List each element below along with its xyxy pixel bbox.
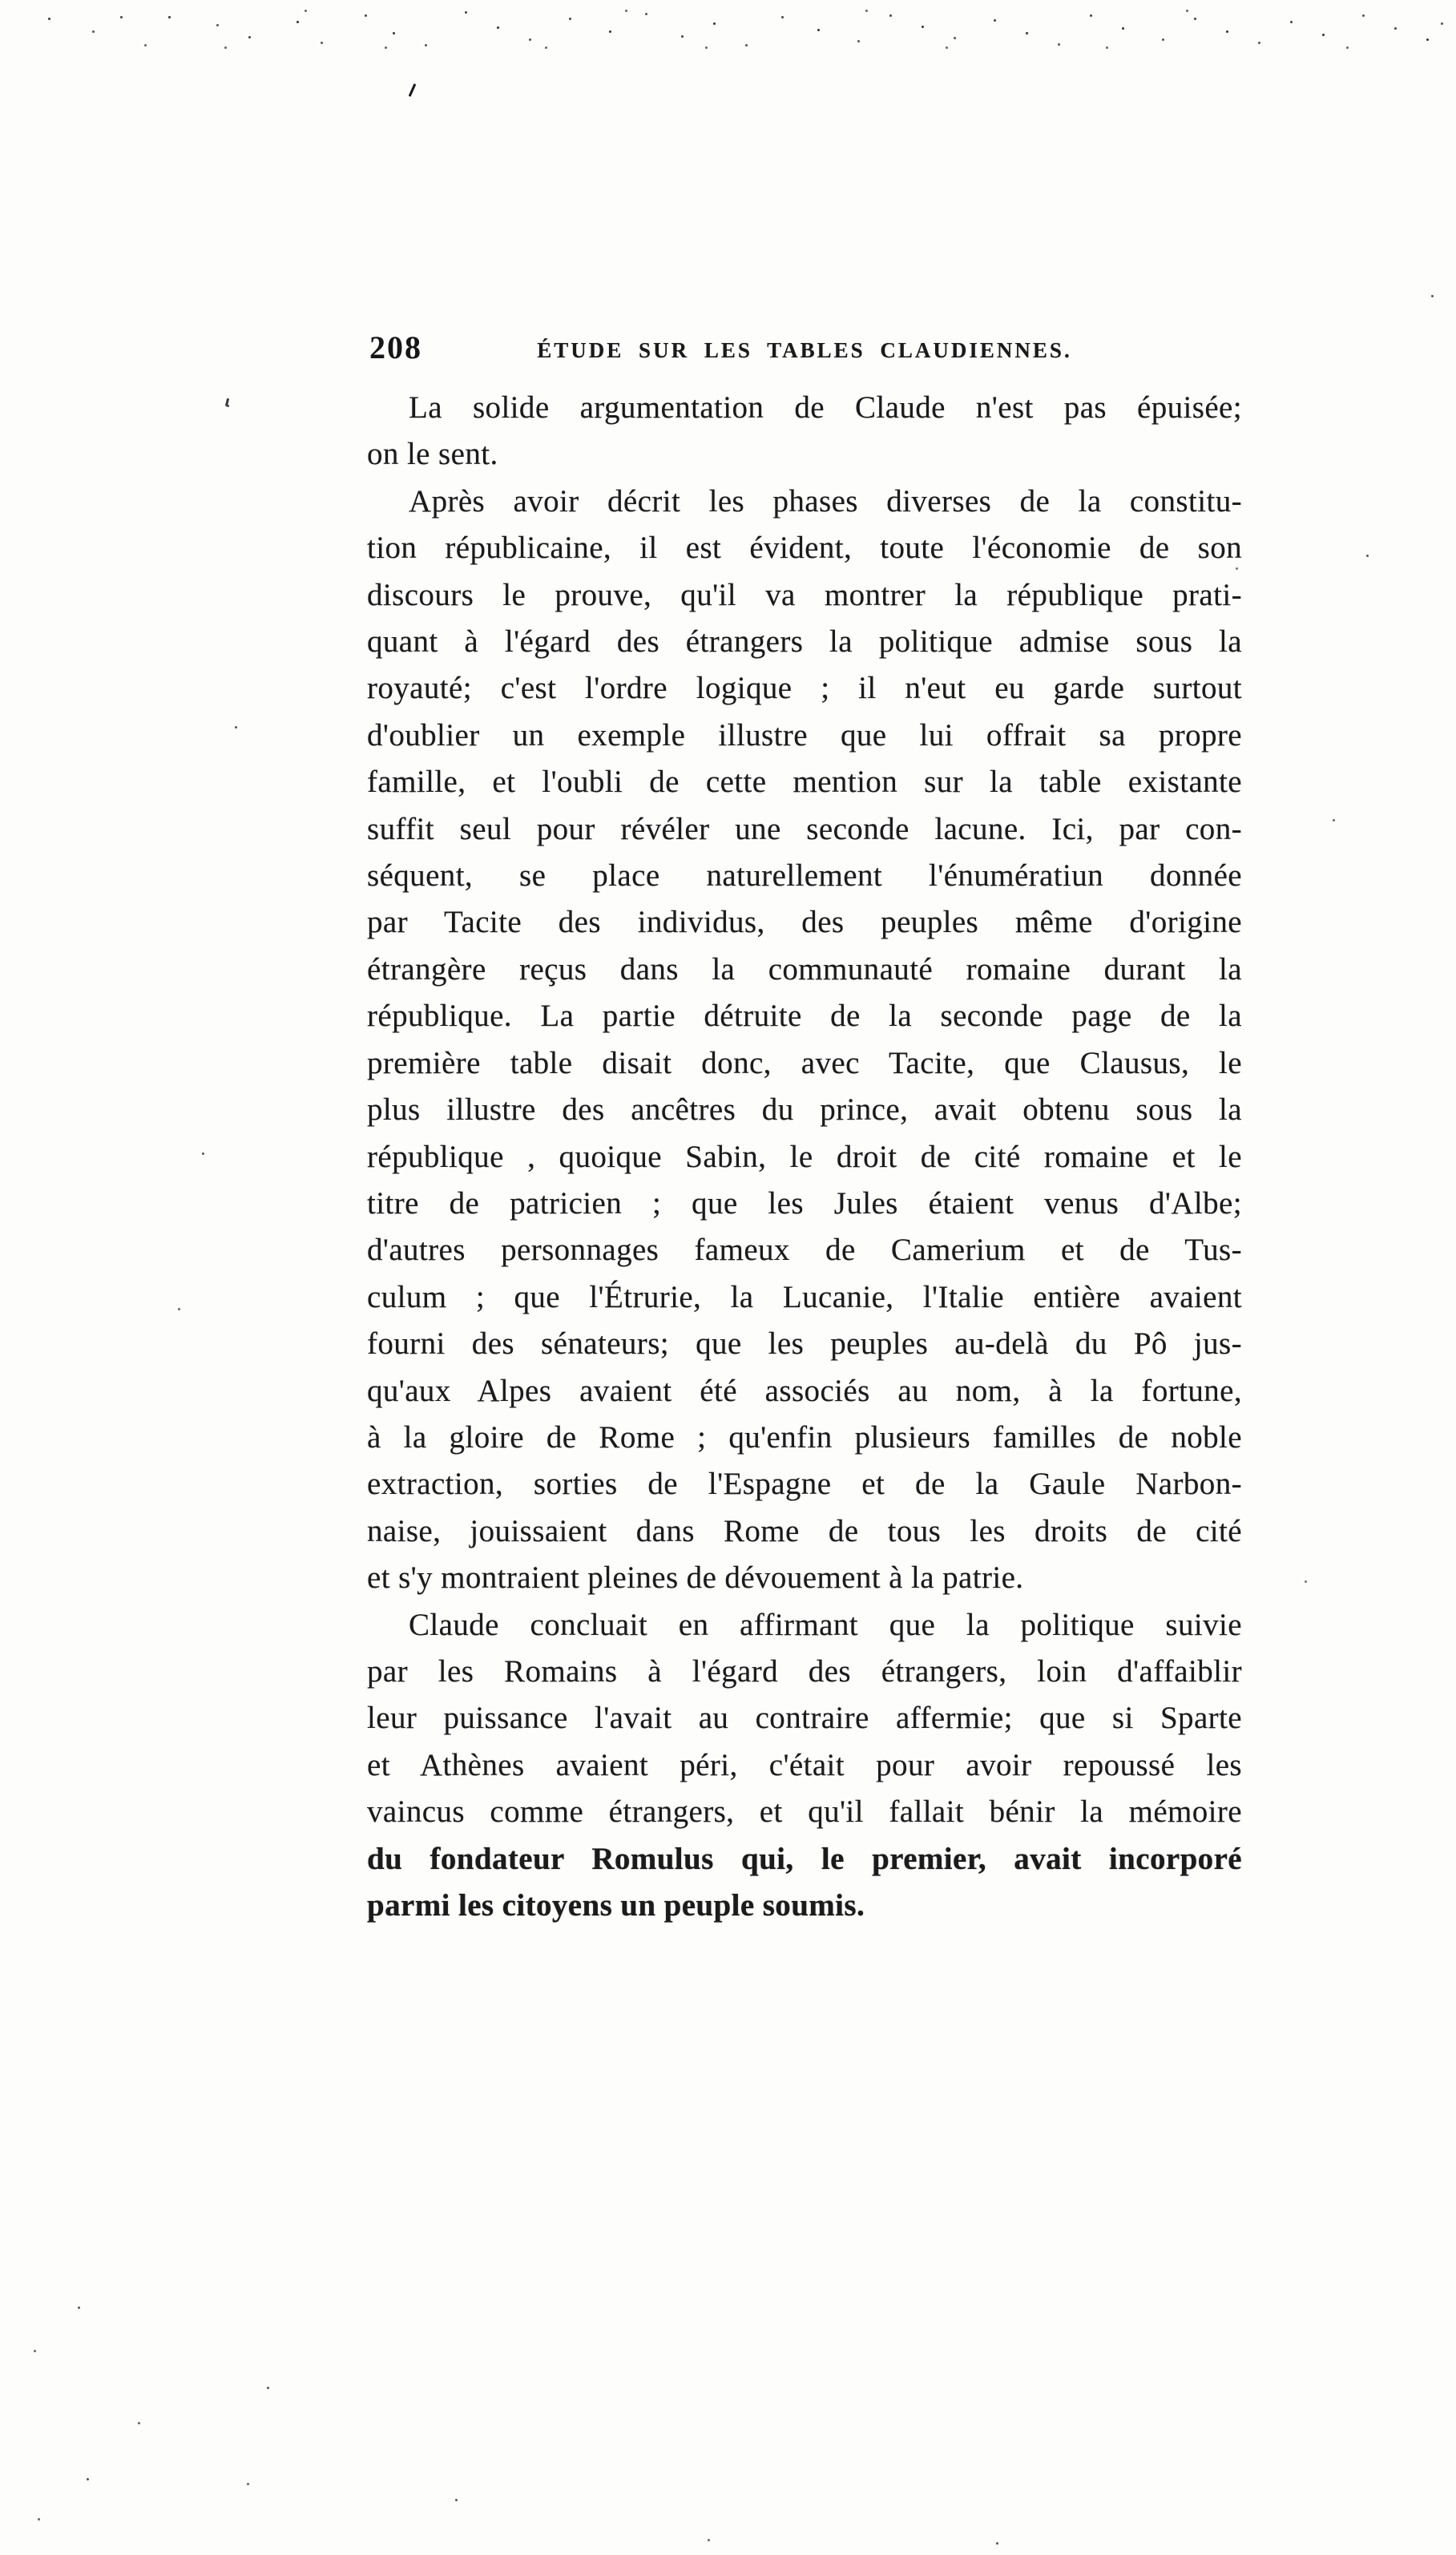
text-line: naise, jouissaient dans Rome de tous les droits de cité xyxy=(367,1513,1242,1548)
text-line: La solide argumentation de Claude n'est pas épuisée; xyxy=(409,390,1242,425)
text-line: discours le prouve, qu'il va montrer la république prati- xyxy=(367,577,1242,612)
text-line: séquent, se place naturellement l'énumératiun donnée xyxy=(367,858,1242,894)
text-line: extraction, sorties de l'Espagne et de la Gaule Narbon- xyxy=(367,1467,1242,1502)
text-line: on le sent. xyxy=(367,437,498,472)
page-number: 208 xyxy=(369,329,422,365)
text-line: république , quoique Sabin, le droit de cité romaine et le xyxy=(367,1139,1242,1174)
text-line: par les Romains à l'égard des étrangers, loin d'affaiblir xyxy=(367,1653,1242,1689)
text-line: à la gloire de Rome ; qu'enfin plusieurs familles de noble xyxy=(367,1419,1242,1455)
body-text xyxy=(367,385,1242,1929)
text-line: république. La partie détruite de la seconde page de la xyxy=(367,999,1242,1034)
text-line: d'oublier un exemple illustre que lui offrait sa propre xyxy=(367,717,1242,753)
scan-tick-artifact xyxy=(225,398,229,406)
text-line: titre de patricien ; que les Jules étaient venus d'Albe; xyxy=(367,1185,1242,1221)
text-line: famille, et l'oubli de cette mention sur la table existante xyxy=(367,765,1242,800)
text-line: culum ; que l'Étrurie, la Lucanie, l'Italie entière avaient xyxy=(367,1279,1242,1314)
text-line: par Tacite des individus, des peuples même d'origine xyxy=(367,905,1242,940)
text-line: du fondateur Romulus qui, le premier, avait incorporé xyxy=(367,1841,1242,1876)
text-line: d'autres personnages fameux de Camerium et de Tus- xyxy=(367,1233,1242,1268)
text-line: qu'aux Alpes avaient été associés au nom, à la fortune, xyxy=(367,1373,1242,1408)
text-line: et Athènes avaient péri, c'était pour avoir repoussé les xyxy=(367,1747,1242,1782)
text-line: quant à l'égard des étrangers la politique admise sous la xyxy=(367,624,1242,660)
text-line: vaincus comme étrangers, et qu'il fallait bénir la mémoire xyxy=(367,1794,1242,1830)
text-line: suffit seul pour révéler une seconde lacune. Ici, par con- xyxy=(367,811,1242,846)
text-line: royauté; c'est l'ordre logique ; il n'eut eu garde surtout xyxy=(367,671,1242,706)
text-line: tion républicaine, il est évident, toute l'économie de son xyxy=(367,531,1242,566)
text-line: fourni des sénateurs; que les peuples au-delà du Pô jus- xyxy=(367,1326,1242,1362)
text-line: et s'y montraient pleines de dévouement à la patrie. xyxy=(367,1560,1024,1596)
text-line: étrangère reçus dans la communauté romaine durant la xyxy=(367,951,1242,987)
text-line: parmi les citoyens un peuple soumis. xyxy=(367,1888,865,1923)
text-line: plus illustre des ancêtres du prince, avait obtenu sous la xyxy=(367,1092,1242,1128)
running-title: ÉTUDE SUR LES TABLES CLAUDIENNES. xyxy=(537,338,1072,362)
text-line: Après avoir décrit les phases diverses de la constitu- xyxy=(409,483,1242,519)
scan-noise-specks xyxy=(48,18,50,20)
text-line: leur puissance l'avait au contraire affermie; que si Sparte xyxy=(367,1701,1242,1736)
scan-slash-artifact xyxy=(409,83,417,97)
text-line: Claude concluait en affirmant que la politique suivie xyxy=(409,1607,1242,1642)
text-line: première table disait donc, avec Tacite, que Clausus, le xyxy=(367,1045,1242,1080)
